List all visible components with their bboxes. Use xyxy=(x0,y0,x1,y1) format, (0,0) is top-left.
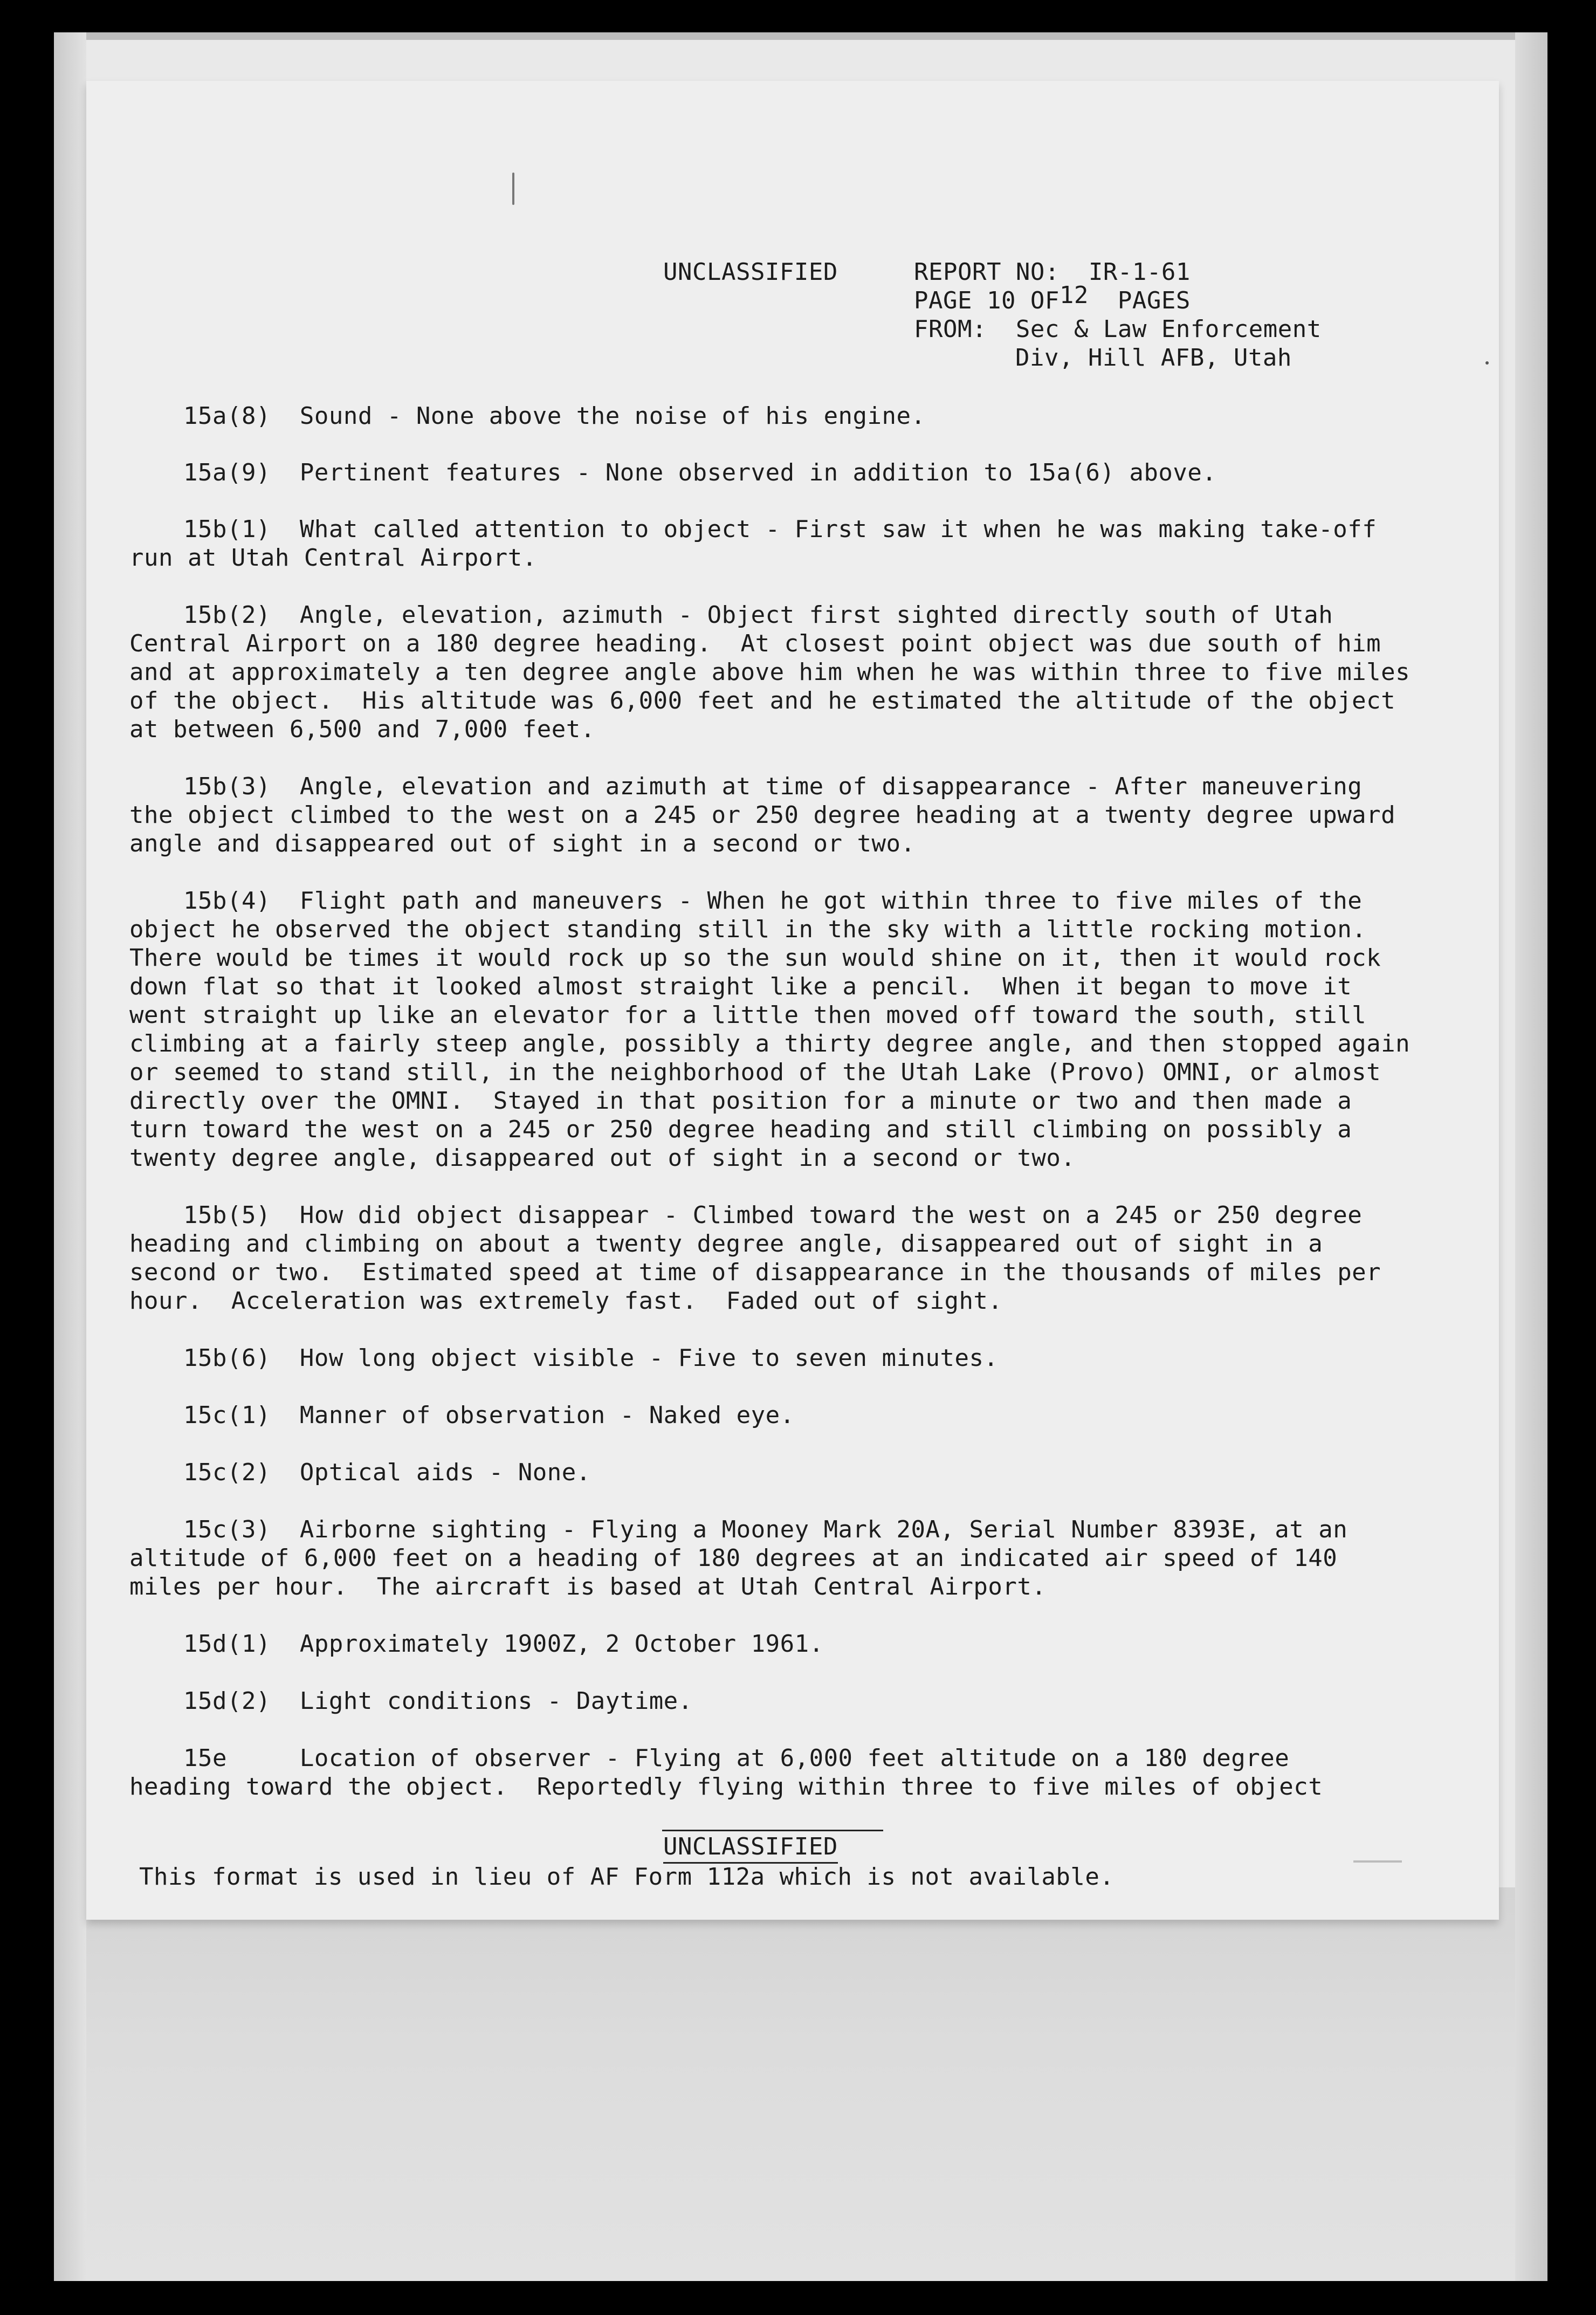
item-15b4-line: went straight up like an elevator for a little then moved off toward the south, still xyxy=(129,1001,1367,1029)
item-15e-line: 15e Location of observer - Flying at 6,000 feet altitude on a 180 degree xyxy=(183,1744,1290,1772)
item-15b4-line: climbing at a fairly steep angle, possibly a thirty degree angle, and then stopped again xyxy=(129,1030,1411,1057)
scan-left-edge xyxy=(54,32,86,2281)
page-total: 12 xyxy=(1059,281,1089,309)
item-15b3-line: angle and disappeared out of sight in a second or two. xyxy=(129,830,916,857)
item-15b5-line: 15b(5) How did object disappear - Climbed toward the west on a 245 or 250 degree xyxy=(183,1201,1363,1229)
pages-label: PAGES xyxy=(1117,287,1191,314)
item-15b2-line: Central Airport on a 180 degree heading. At closest point object was due south of him xyxy=(129,630,1381,657)
footer-rule xyxy=(662,1830,883,1831)
item-15b2-line: 15b(2) Angle, elevation, azimuth - Object first sighted directly south of Utah xyxy=(183,601,1333,629)
item-15b4-line: There would be times it would rock up so the sun would shine on it, then it would rock xyxy=(129,944,1381,972)
item-15c3-line: 15c(3) Airborne sighting - Flying a Mooney Mark 20A, Serial Number 8393E, at an xyxy=(183,1516,1348,1543)
paper-smudge xyxy=(1353,1860,1402,1863)
item-15b5-line: heading and climbing on about a twenty degree angle, disappeared out of sight in a xyxy=(129,1230,1323,1258)
item-15b4-line: object he observed the object standing still in the sky with a little rocking motion. xyxy=(129,916,1367,943)
item-15b4-line: or seemed to stand still, in the neighborhood of the Utah Lake (Provo) OMNI, or almost xyxy=(129,1059,1381,1086)
scan-bottom-area xyxy=(54,1887,1547,2281)
item-15b4-line: turn toward the west on a 245 or 250 degree heading and still climbing on possibly a xyxy=(129,1116,1352,1143)
paper-mark xyxy=(512,173,514,205)
item-15e-line: heading toward the object. Reportedly flying within three to five miles of object xyxy=(129,1773,1323,1801)
header-classification: UNCLASSIFIED xyxy=(663,258,838,286)
item-15b2-line: at between 6,500 and 7,000 feet. xyxy=(129,716,595,743)
item-15b2-line: of the object. His altitude was 6,000 feet and he estimated the altitude of the object xyxy=(129,687,1396,715)
item-15b4-line: down flat so that it looked almost straight like a pencil. When it began to move it xyxy=(129,973,1352,1000)
item-15c1: 15c(1) Manner of observation - Naked eye. xyxy=(183,1402,795,1429)
item-15d1: 15d(1) Approximately 1900Z, 2 October 1961. xyxy=(183,1630,824,1658)
item-15b2-line: and at approximately a ten degree angle above him when he was within three to five miles xyxy=(129,658,1411,686)
item-15b4-line: twenty degree angle, disappeared out of sight in a second or two. xyxy=(129,1144,1076,1172)
item-15b6: 15b(6) How long object visible - Five to seven minutes. xyxy=(183,1344,999,1372)
from-line-2: Div, Hill AFB, Utah xyxy=(1015,344,1292,372)
footer-classification: UNCLASSIFIED xyxy=(663,1832,838,1864)
item-15c2: 15c(2) Optical aids - None. xyxy=(183,1459,591,1486)
item-15c3-line: miles per hour. The aircraft is based at Utah Central Airport. xyxy=(129,1573,1047,1600)
item-15d2: 15d(2) Light conditions - Daytime. xyxy=(183,1687,693,1715)
paper-speck xyxy=(1485,361,1489,365)
footer-note: This format is used in lieu of AF Form 112a which is not available. xyxy=(139,1863,1115,1891)
item-15a9: 15a(9) Pertinent features - None observed in addition to 15a(6) above. xyxy=(183,459,1217,486)
scan-top-edge xyxy=(54,32,1547,40)
item-15c3-line: altitude of 6,000 feet on a heading of 180 degrees at an indicated air speed of 140 xyxy=(129,1544,1338,1572)
item-15b5-line: hour. Acceleration was extremely fast. Faded out of sight. xyxy=(129,1287,1003,1315)
item-15b4-line: directly over the OMNI. Stayed in that position for a minute or two and then made a xyxy=(129,1087,1352,1115)
page-label: PAGE 10 OF xyxy=(914,287,1060,314)
scan-right-edge xyxy=(1515,32,1547,2281)
item-15b4-line: 15b(4) Flight path and maneuvers - When he got within three to five miles of the xyxy=(183,887,1363,915)
item-15b3-line: the object climbed to the west on a 245 or 250 degree heading at a twenty degree upward xyxy=(129,801,1396,829)
from-line: FROM: Sec & Law Enforcement xyxy=(914,315,1322,343)
report-number: REPORT NO: IR-1-61 xyxy=(914,258,1191,286)
item-15a8: 15a(8) Sound - None above the noise of his engine. xyxy=(183,402,926,430)
item-15b1-line: run at Utah Central Airport. xyxy=(129,544,537,572)
page-indicator xyxy=(914,281,1191,315)
item-15b3-line: 15b(3) Angle, elevation and azimuth at time of disappearance - After maneuvering xyxy=(183,773,1363,800)
item-15b5-line: second or two. Estimated speed at time of disappearance in the thousands of miles per xyxy=(129,1259,1381,1286)
item-15b1-line: 15b(1) What called attention to object - First saw it when he was making take-off xyxy=(183,516,1377,543)
